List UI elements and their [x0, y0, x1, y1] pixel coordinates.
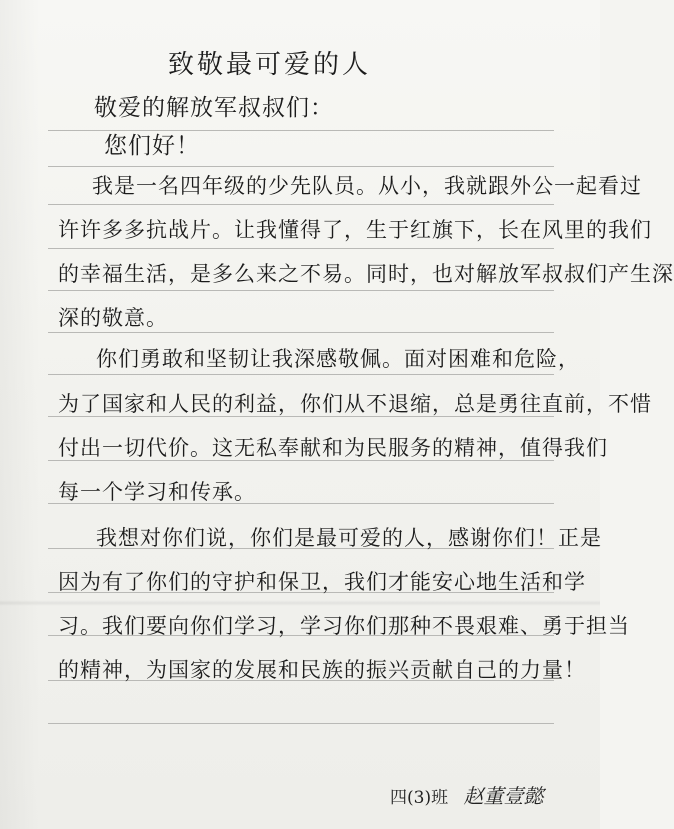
letter-line: 为了国家和人民的利益，你们从不退缩，总是勇往直前，不惜 — [58, 392, 652, 416]
ruled-line — [48, 290, 554, 291]
ruled-line — [48, 204, 554, 205]
signature-name: 赵董壹懿 — [463, 784, 544, 808]
ruled-line — [48, 332, 554, 333]
ruled-line — [48, 248, 554, 249]
letter-line: 的幸福生活，是多么来之不易。同时，也对解放军叔叔们产生深 — [58, 262, 674, 286]
greeting: 敬爱的解放军叔叔们： — [94, 95, 334, 121]
letter-line: 你们勇敢和坚韧让我深感敬佩。面对困难和危险， — [96, 347, 580, 371]
letter-line: 每一个学习和传承。 — [58, 480, 256, 504]
paper-fold — [0, 600, 600, 606]
signature-class: 四(3)班 — [390, 788, 449, 808]
ruled-line — [48, 166, 554, 167]
signature — [390, 780, 544, 809]
ruled-line — [48, 374, 554, 375]
salutation: 您们好！ — [104, 133, 200, 159]
letter-line: 习。我们要向你们学习，学习你们那种不畏艰难、勇于担当 — [58, 614, 630, 638]
letter-line: 付出一切代价。这无私奉献和为民服务的精神，值得我们 — [58, 436, 608, 460]
letter-line: 许许多多抗战片。让我懂得了，生于红旗下，长在风里的我们 — [58, 218, 652, 242]
ruled-line — [48, 723, 554, 724]
paper-shadow — [0, 0, 40, 829]
letter-line: 我想对你们说，你们是最可爱的人，感谢你们！正是 — [96, 526, 602, 550]
letter-line: 我是一名四年级的少先队员。从小，我就跟外公一起看过 — [92, 174, 642, 198]
letter-line: 深的敬意。 — [58, 306, 168, 330]
letter-line: 的精神，为国家的发展和民族的振兴贡献自己的力量！ — [58, 658, 586, 682]
ruled-line — [48, 130, 554, 131]
letter-title: 致敬最可爱的人 — [168, 50, 372, 80]
letter-line: 因为有了你们的守护和保卫，我们才能安心地生活和学 — [58, 570, 586, 594]
